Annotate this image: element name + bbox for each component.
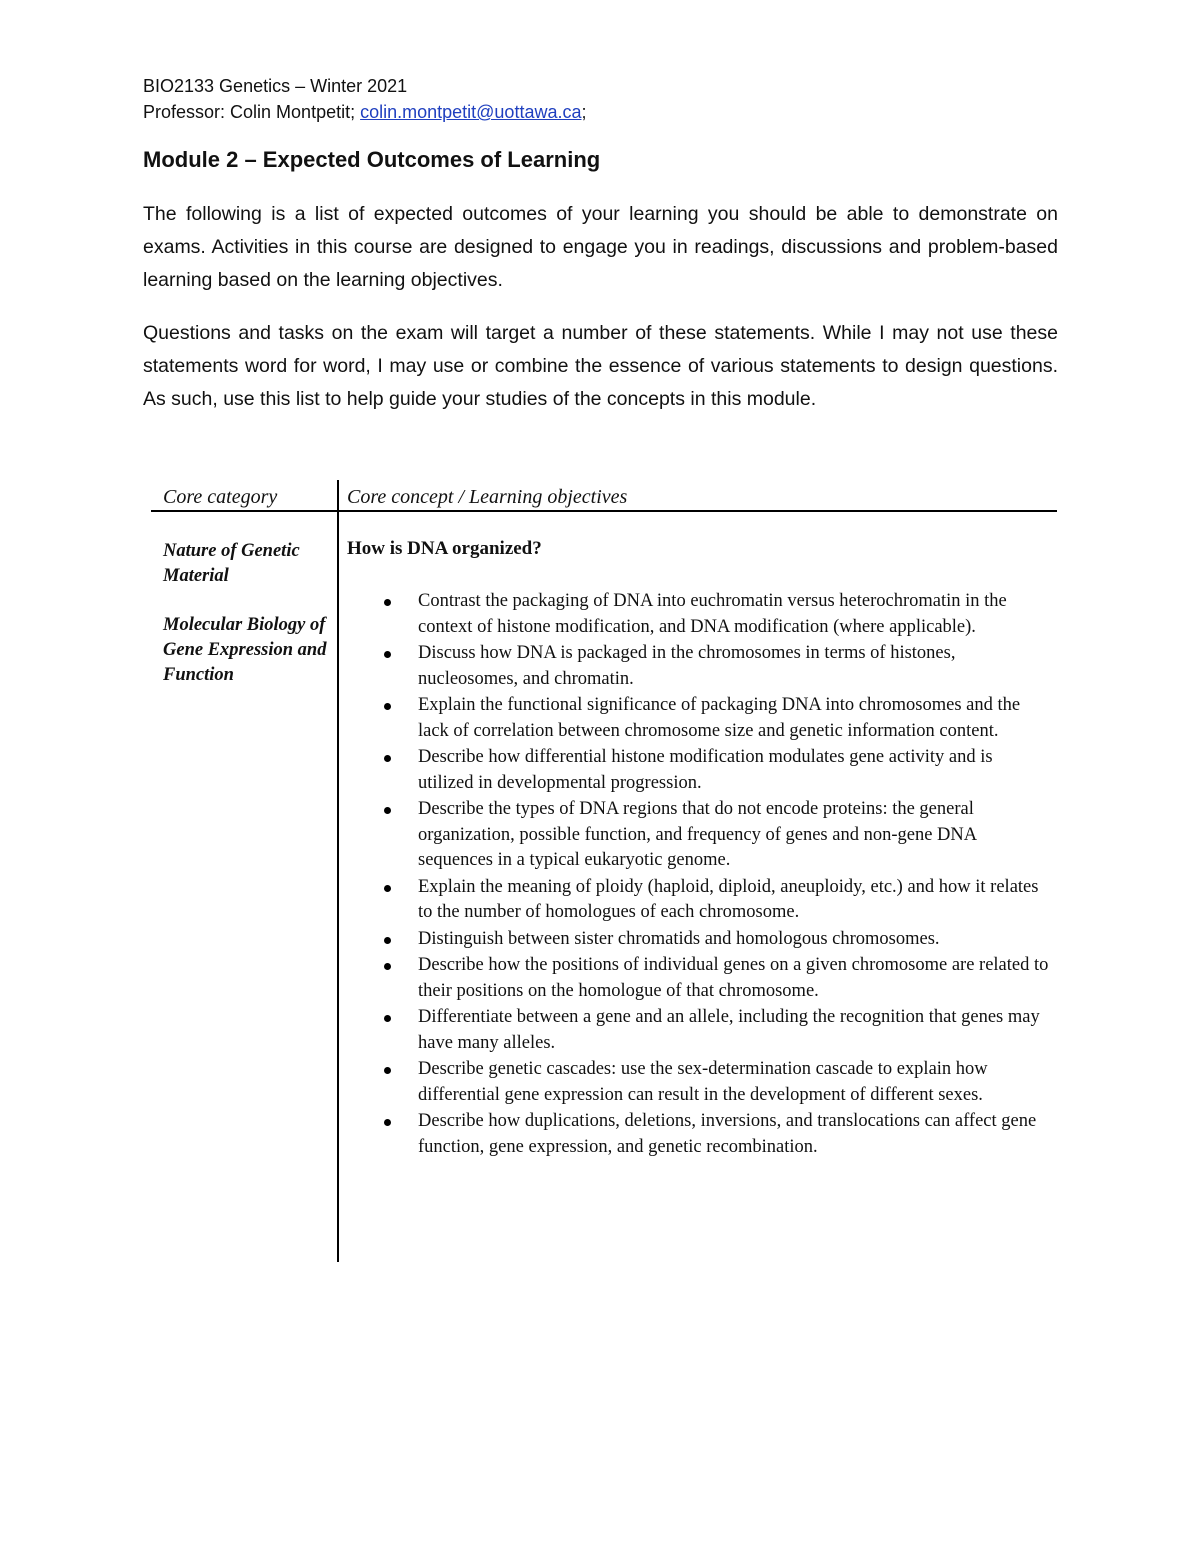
list-item — [347, 1109, 1052, 1160]
list-item — [347, 875, 1052, 926]
core-categories — [163, 539, 333, 688]
bullet-icon — [384, 1015, 391, 1022]
header-core-concept: Core concept / Learning objectives — [347, 486, 628, 508]
professor-name: Professor: Colin Montpetit; — [143, 102, 361, 122]
list-item — [347, 745, 1052, 796]
list-item — [347, 797, 1052, 874]
objective-text: Describe how duplications, deletions, inversions, and translocations can affect gene function, gene expression, and genetic recombination. — [418, 1111, 1037, 1157]
objective-text: Explain the functional significance of packaging DNA into chromosomes and the lack of correlation between chromosome size and genetic information content. — [418, 695, 1021, 741]
professor-suffix: ; — [581, 102, 587, 122]
objective-text: Differentiate between a gene and an allele, including the recognition that genes may have many alleles. — [418, 1007, 1040, 1053]
bullet-icon — [384, 937, 391, 944]
bullet-icon — [384, 599, 391, 606]
list-item — [347, 641, 1052, 692]
section-title: How is DNA organized? — [347, 538, 542, 559]
list-item — [347, 1057, 1052, 1108]
objective-text: Discuss how DNA is packaged in the chromosomes in terms of histones, nucleosomes, and chromatin. — [418, 643, 956, 689]
category-spacer — [163, 589, 333, 613]
objective-text: Describe how differential histone modification modulates gene activity and is utilized in developmental progression. — [418, 747, 993, 793]
objective-text: Describe genetic cascades: use the sex-determination cascade to explain how differential gene expression can result in the development of different sexes. — [418, 1059, 988, 1105]
category-molecular-biology: Molecular Biology of Gene Expression and Function — [163, 615, 327, 685]
objective-text: Describe how the positions of individual genes on a given chromosome are related to their positions on the homologue of that chromosome. — [418, 955, 1049, 1001]
objective-text: Explain the meaning of ploidy (haploid, diploid, aneuploidy, etc.) and how it relates to the number of homologues of each chromosome. — [418, 876, 1039, 922]
bullet-icon — [384, 1067, 391, 1074]
professor-line — [143, 100, 587, 124]
bullet-icon — [384, 963, 391, 970]
category-nature-of-genetic-material: Nature of Genetic Material — [163, 541, 300, 586]
page-title: Module 2 – Expected Outcomes of Learning — [143, 147, 601, 172]
intro-paragraph: The following is a list of expected outcomes of your learning you should be able to demonstrate on exams. Activities in this course are designed to engage you in readings, discussions and problem-based learning based on the learning objectives. — [143, 203, 1058, 291]
bullet-icon — [384, 1119, 391, 1126]
objective-text: Distinguish between sister chromatids and homologous chromosomes. — [418, 928, 940, 949]
bullet-icon — [384, 807, 391, 814]
table-header-rule — [151, 510, 1057, 512]
bullet-icon — [384, 703, 391, 710]
list-item — [347, 589, 1052, 640]
course-header: BIO2133 Genetics – Winter 2021 — [143, 76, 408, 96]
bullet-icon — [384, 651, 391, 658]
objective-text: Contrast the packaging of DNA into euchromatin versus heterochromatin in the context of histone modification, and DNA modification (where applicable). — [418, 591, 1007, 637]
list-item — [347, 693, 1052, 744]
list-item — [347, 1005, 1052, 1056]
bullet-icon — [384, 755, 391, 762]
header-core-category: Core category — [163, 486, 278, 508]
list-item — [347, 953, 1052, 1004]
objectives-list — [347, 589, 1052, 1161]
email-link[interactable]: colin.montpetit@uottawa.ca — [360, 102, 582, 122]
table-column-divider — [337, 480, 339, 1262]
exam-paragraph: Questions and tasks on the exam will target a number of these statements. While I may not use these statements word for word, I may use or combine the essence of various statements to design questions. As such, use this list to help guide your studies of the concepts in this module. — [143, 322, 1058, 410]
list-item — [347, 927, 1052, 953]
objective-text: Describe the types of DNA regions that do not encode proteins: the general organization, possible function, and frequency of genes and non-gene DNA sequences in a typical eukaryotic genome. — [418, 799, 977, 870]
bullet-icon — [384, 885, 391, 892]
